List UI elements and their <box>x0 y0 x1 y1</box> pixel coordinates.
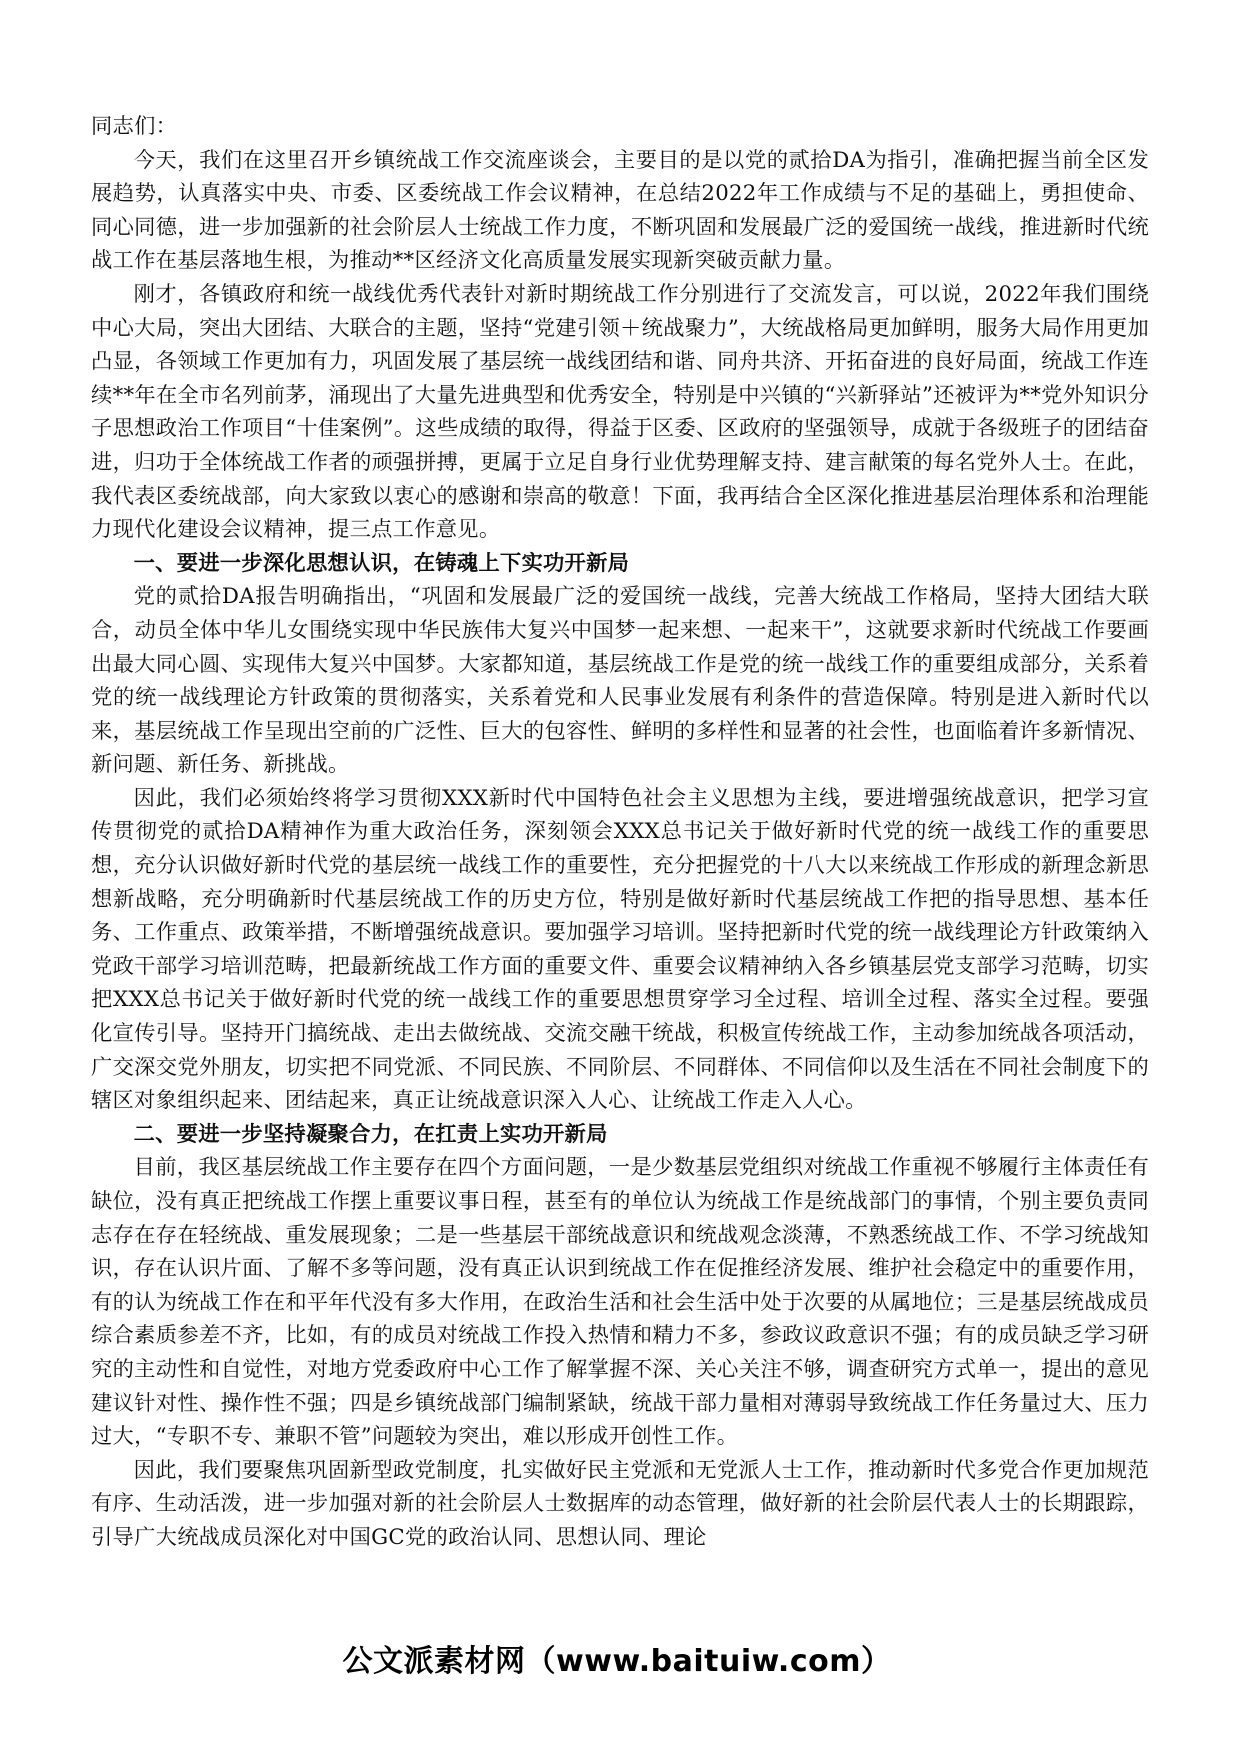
document-body <box>91 110 1149 1555</box>
section-2-paragraph-1: 目前，我区基层统战工作主要存在四个方面问题，一是少数基层党组织对统战工作重视不够履行主体责任有缺位，没有真正把统战工作摆上重要议事日程，甚至有的单位认为统战工作是统战部门的事情，个别主要负责同志存在存在轻统战、重发展现象；二是一些基层干部统战意识和统战观念淡薄，不熟悉统战工作、不学习统战知识，存在认识片面、了解不多等问题，没有真正认识到统战工作在促推经济发展、维护社会稳定中的重要作用，有的认为统战工作在和平年代没有多大作用，在政治生活和社会生活中处于次要的从属地位；三是基层统战成员综合素质参差不齐，比如，有的成员对统战工作投入热情和精力不多，参政议政意识不强；有的成员缺乏学习研究的主动性和自觉性，对地方党委政府中心工作了解掌握不深、关心关注不够，调查研究方式单一，提出的意见建议针对性、操作性不强；四是乡镇统战部门编制紧缺，统战干部力量相对薄弱导致统战工作任务量过大、压力过大，“专职不专、兼职不管”问题较为突出，难以形成开创性工作。 <box>91 1155 1149 1450</box>
section-1-paragraph-1: 党的贰拾DA报告明确指出，“巩固和发展最广泛的爱国统一战线，完善大统战工作格局，坚持大团结大联合，动员全体中华儿女围绕实现中华民族伟大复兴中国梦一起来想、一起来干”，这就要求新时代统战工作要画出最大同心圆、实现伟大复兴中国梦。大家都知道，基层统战工作是党的统一战线工作的重要组成部分，关系着党的统一战线理论方针政策的贯彻落实，关系着党和人民事业发展有利条件的营造保障。特别是进入新时代以来，基层统战工作呈现出空前的广泛性、巨大的包容性、鲜明的多样性和显著的社会性，也面临着许多新情况、新问题、新任务、新挑战。 <box>91 584 1149 778</box>
section-1-paragraph-2: 因此，我们必须始终将学习贯彻XXX新时代中国特色社会主义思想为主线，要进增强统战意识，把学习宣传贯彻党的贰拾DA精神作为重大政治任务，深刻领会XXX总书记关于做好新时代党的统一战线工作的重要思想，充分认识做好新时代党的基层统一战线工作的重要性，充分把握党的十八大以来统战工作形成的新理念新思想新战略，充分明确新时代基层统战工作的历史方位，特别是做好新时代基层统战工作把的指导思想、基本任务、工作重点、政策举措，不断增强统战意识。要加强学习培训。坚持把新时代党的统一战线理论方针政策纳入党政干部学习培训范畴，把最新统战工作方面的重要文件、重要会议精神纳入各乡镇基层党支部学习范畴，切实把XXX总书记关于做好新时代党的统一战线工作的重要思想贯穿学习全过程、培训全过程、落实全过程。要强化宣传引导。坚持开门搞统战、走出去做统战、交流交融干统战，积极宣传统战工作，主动参加统战各项活动，广交深交党外朋友，切实把不同党派、不同民族、不同阶层、不同群体、不同信仰以及生活在不同社会制度下的辖区对象组织起来、团结起来，真正让统战意识深入人心、让统战工作走入人心。 <box>91 785 1149 1114</box>
footer-watermark: 公文派素材网（www.baituiw.com） <box>342 1644 892 1679</box>
salutation: 同志们： <box>91 114 178 139</box>
intro-paragraph-1: 今天，我们在这里召开乡镇统战工作交流座谈会，主要目的是以党的贰拾DA为指引，准确把握当前全区发展趋势，认真落实中央、市委、区委统战工作会议精神，在总结2022年工作成绩与不足的基础上，勇担使命、同心同德，进一步加强新的社会阶层人士统战工作力度，不断巩固和发展最广泛的爱国统一战线，推进新时代统战工作在基层落地生根，为推动**区经济文化高质量发展实现新突破贡献力量。 <box>91 147 1149 274</box>
intro-paragraph-2: 刚才，各镇政府和统一战线优秀代表针对新时期统战工作分别进行了交流发言，可以说，2022年我们围绕中心大局，突出大团结、大联合的主题，坚持“党建引领＋统战聚力”，大统战格局更加鲜明，服务大局作用更加凸显，各领域工作更加有力，巩固发展了基层统一战线团结和谐、同舟共济、开拓奋进的良好局面，统战工作连续**年在全市名列前茅，涌现出了大量先进典型和优秀安全，特别是中兴镇的“兴新驿站”还被评为**党外知识分子思想政治工作项目“十佳案例”。这些成绩的取得，得益于区委、区政府的坚强领导，成就于各级班子的团结奋进，归功于全体统战工作者的顽强拼搏，更属于立足自身行业优势理解支持、建言献策的每名党外人士。在此，我代表区委统战部，向大家致以衷心的感谢和崇高的敬意！下面，我再结合全区深化推进基层治理体系和治理能力现代化建设会议精神，提三点工作意见。 <box>91 281 1149 543</box>
section-2-heading: 二、要进一步坚持凝聚合力，在扛责上实功开新局 <box>133 1121 608 1147</box>
section-1-heading: 一、要进一步深化思想认识，在铸魂上下实功开新局 <box>133 550 630 576</box>
section-2-paragraph-2: 因此，我们要聚焦巩固新型政党制度，扎实做好民主党派和无党派人士工作，推动新时代多党合作更加规范有序、生动活泼，进一步加强对新的社会阶层人士数据库的动态管理，做好新的社会阶层代表人士的长期跟踪，引导广大统战成员深化对中国GC党的政治认同、思想认同、理论 <box>91 1457 1149 1550</box>
